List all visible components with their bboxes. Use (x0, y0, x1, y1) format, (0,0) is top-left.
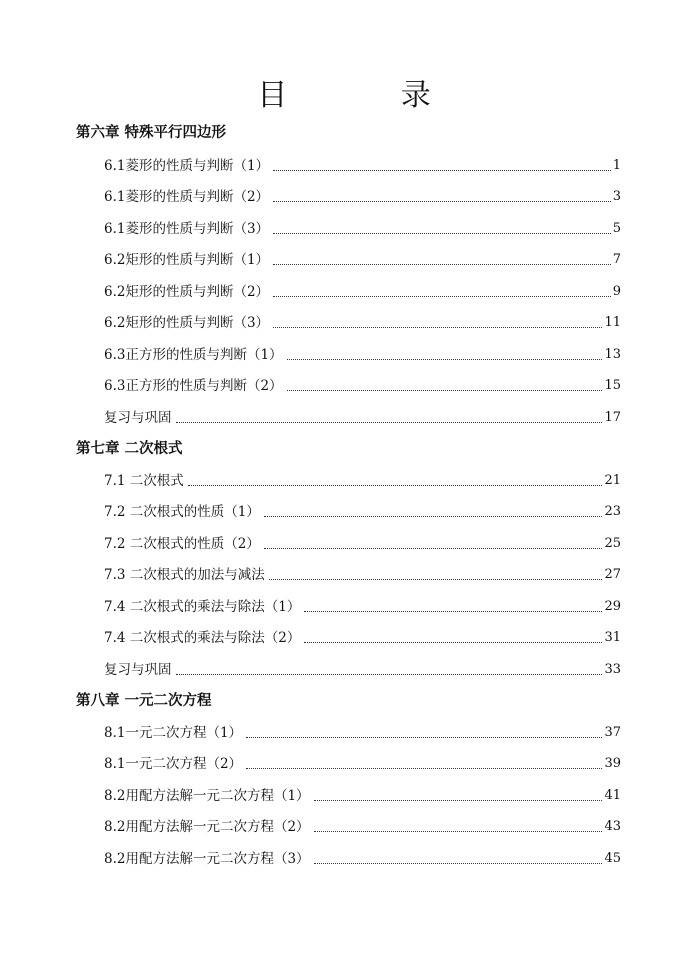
leader-dots (273, 263, 611, 265)
entry-label: 7.4 二次根式的乘法与除法（2） (104, 630, 301, 646)
toc-entry[interactable] (104, 566, 621, 584)
toc-entry[interactable] (104, 188, 621, 206)
chapter-heading: 第八章 一元二次方程 (76, 693, 212, 709)
leader-dots (264, 515, 603, 517)
leader-dots (287, 389, 603, 391)
entry-label: 8.1一元二次方程（1） (104, 725, 243, 741)
entry-label: 8.2用配方法解一元二次方程（3） (104, 851, 310, 867)
entry-page: 27 (604, 567, 621, 582)
entry-label: 8.1一元二次方程（2） (104, 756, 243, 772)
leader-dots (246, 767, 602, 769)
leader-dots (287, 358, 603, 360)
entry-label: 6.2矩形的性质与判断（1） (104, 252, 270, 268)
leader-dots (304, 641, 602, 643)
entry-page: 5 (612, 221, 621, 236)
toc-entry[interactable] (104, 346, 621, 364)
entry-page: 1 (612, 158, 621, 173)
leader-dots (314, 799, 603, 801)
entry-page: 21 (604, 473, 621, 488)
entry-page: 39 (604, 756, 621, 771)
toc-entry[interactable] (104, 724, 621, 742)
leader-dots (176, 421, 603, 423)
entry-page: 13 (604, 347, 621, 362)
entry-label: 复习与巩固 (104, 662, 172, 678)
toc-entry[interactable] (104, 314, 621, 332)
toc-entry[interactable] (104, 787, 621, 805)
toc-entry[interactable] (104, 377, 621, 395)
entry-page: 41 (604, 788, 621, 803)
toc-entry[interactable] (104, 283, 621, 301)
entry-label: 6.2矩形的性质与判断（2） (104, 284, 270, 300)
leader-dots (246, 736, 602, 738)
leader-dots (264, 547, 603, 549)
leader-dots (273, 326, 602, 328)
leader-dots (188, 484, 603, 486)
leader-dots (273, 169, 611, 171)
entry-page: 43 (604, 819, 621, 834)
entry-page: 15 (604, 378, 621, 393)
toc-entry[interactable] (104, 472, 621, 490)
leader-dots (314, 862, 603, 864)
toc-entry[interactable] (104, 535, 621, 553)
leader-dots (304, 610, 602, 612)
entry-page: 9 (612, 284, 621, 299)
toc-title: 目 录 (257, 78, 483, 113)
leader-dots (273, 200, 611, 202)
entry-label: 6.1菱形的性质与判断（2） (104, 189, 270, 205)
leader-dots (273, 295, 611, 297)
entry-page: 29 (604, 599, 621, 614)
chapter-heading: 第六章 特殊平行四边形 (76, 125, 227, 141)
toc-entry[interactable] (104, 220, 621, 238)
toc-entry[interactable] (104, 850, 621, 868)
leader-dots (269, 578, 603, 580)
entry-label: 8.2用配方法解一元二次方程（1） (104, 788, 310, 804)
toc-entry[interactable] (104, 157, 621, 175)
entry-page: 11 (604, 315, 621, 330)
entry-page: 17 (604, 410, 621, 425)
entry-label: 7.1 二次根式 (104, 473, 184, 489)
entry-page: 23 (604, 504, 621, 519)
leader-dots (273, 232, 611, 234)
entry-label: 7.2 二次根式的性质（2） (104, 536, 260, 552)
entry-page: 7 (612, 252, 621, 267)
entry-label: 复习与巩固 (104, 410, 172, 426)
toc-entry[interactable] (104, 629, 621, 647)
entry-page: 37 (604, 725, 621, 740)
entry-label: 6.2矩形的性质与判断（3） (104, 315, 270, 331)
entry-label: 6.1菱形的性质与判断（1） (104, 158, 270, 174)
entry-label: 7.4 二次根式的乘法与除法（1） (104, 599, 301, 615)
entry-label: 6.1菱形的性质与判断（3） (104, 221, 270, 237)
toc-entry[interactable] (104, 818, 621, 836)
chapter-heading: 第七章 二次根式 (76, 441, 183, 457)
toc-entry[interactable] (104, 598, 621, 616)
entry-label: 6.3正方形的性质与判断（2） (104, 378, 283, 394)
entry-page: 25 (604, 536, 621, 551)
leader-dots (314, 830, 603, 832)
entry-page: 31 (604, 630, 621, 645)
entry-page: 3 (612, 189, 621, 204)
entry-label: 7.2 二次根式的性质（1） (104, 504, 260, 520)
entry-page: 33 (604, 662, 621, 677)
leader-dots (176, 673, 603, 675)
toc-entry[interactable] (104, 409, 621, 427)
toc-entry[interactable] (104, 755, 621, 773)
toc-entry[interactable] (104, 503, 621, 521)
entry-page: 45 (604, 851, 621, 866)
entry-label: 7.3 二次根式的加法与减法 (104, 567, 265, 583)
toc-entry[interactable] (104, 661, 621, 679)
entry-label: 6.3正方形的性质与判断（1） (104, 347, 283, 363)
toc-entry[interactable] (104, 251, 621, 269)
entry-label: 8.2用配方法解一元二次方程（2） (104, 819, 310, 835)
